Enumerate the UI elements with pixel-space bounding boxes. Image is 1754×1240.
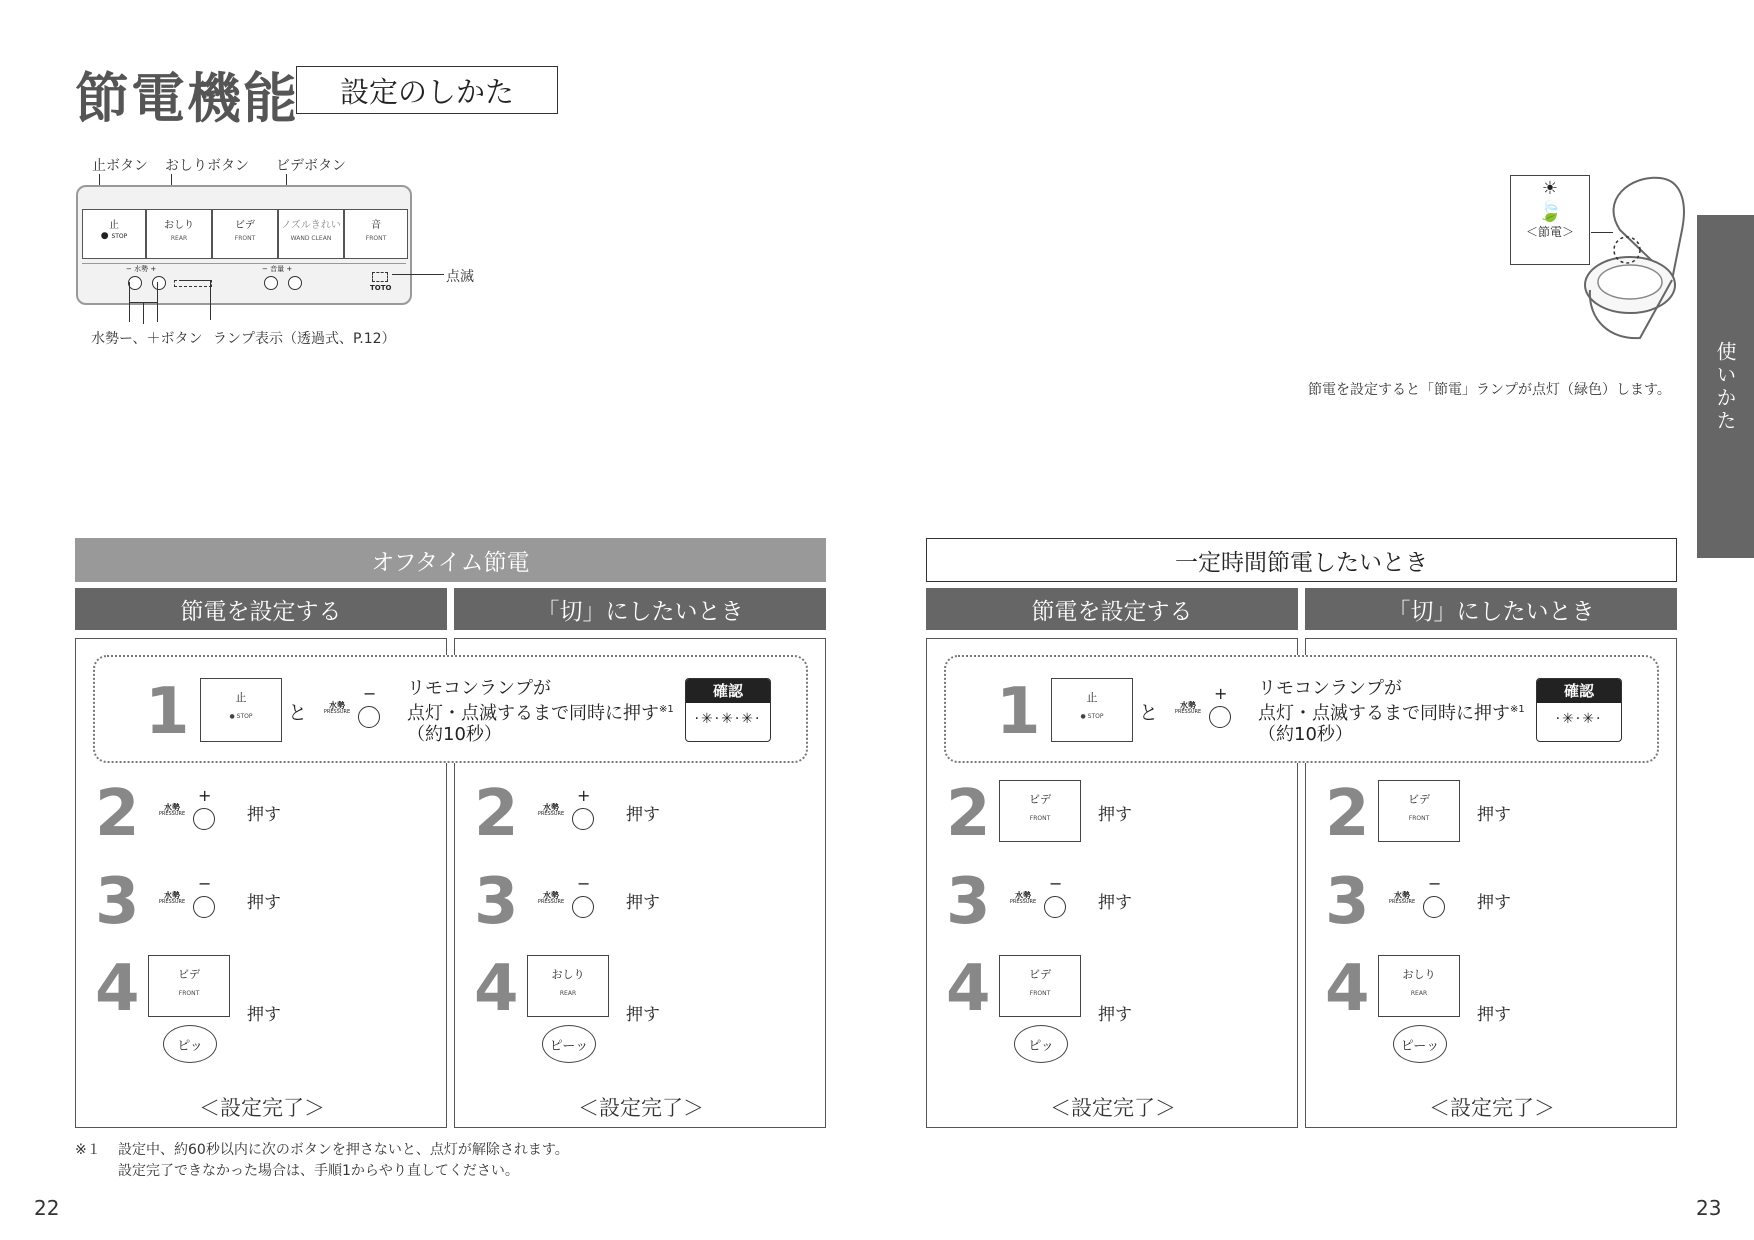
step-number: 4 bbox=[946, 952, 991, 1026]
push-label: 押す bbox=[1098, 893, 1132, 913]
remote-rear-button: おしり REAR bbox=[146, 209, 212, 259]
blink-lamp-icon: ·✳·✳· bbox=[1555, 711, 1603, 727]
push-label: 押す bbox=[247, 805, 281, 825]
pressure-label: − 水勢 + bbox=[126, 265, 157, 273]
pressure-button-icon bbox=[572, 808, 594, 830]
pressure-buttons-label: 水勢ー、＋ボタン bbox=[91, 331, 203, 347]
pressure-button-icon bbox=[572, 896, 594, 918]
pressure-button-icon bbox=[1423, 896, 1445, 918]
setup-complete-label: ＜設定完了＞ bbox=[578, 1096, 704, 1120]
step-number: 1 bbox=[996, 675, 1041, 749]
push-label: 押す bbox=[1477, 1005, 1511, 1025]
pressure-button-icon bbox=[193, 896, 215, 918]
stop-button-icon: 止 ● STOP bbox=[200, 678, 282, 742]
pressure-label: 水勢 PRESSURE bbox=[158, 891, 186, 905]
pressure-sign: + bbox=[1214, 684, 1228, 703]
volume-minus-circle bbox=[264, 276, 278, 290]
remote-button-icon bbox=[1378, 780, 1460, 842]
front-button-label: ビデボタン bbox=[276, 158, 346, 174]
set-column-header: 節電を設定する bbox=[75, 588, 447, 630]
stop-button-icon: 止 ● STOP bbox=[1051, 678, 1133, 742]
power-save-lamp-label: ＜節電＞ bbox=[1525, 225, 1574, 239]
blink-label: 点滅 bbox=[446, 269, 474, 285]
pressure-button-icon bbox=[358, 706, 380, 728]
step-number: 1 bbox=[145, 675, 190, 749]
footnote-line1: 設定中、約60秒以内に次のボタンを押さないと、点灯が解除されます。 bbox=[118, 1142, 569, 1158]
leaf-icon: 🍃 bbox=[1537, 199, 1563, 223]
pressure-sign: + bbox=[577, 786, 591, 805]
setup-complete-label: ＜設定完了＞ bbox=[1050, 1096, 1176, 1120]
pressure-sign: − bbox=[1428, 874, 1442, 893]
remote-button-sub: REAR bbox=[559, 990, 577, 997]
blink-lamp-icon: ·✳·✳·✳· bbox=[694, 711, 762, 727]
remote-button-sub: FRONT bbox=[1029, 990, 1051, 997]
step-number: 4 bbox=[95, 952, 140, 1026]
pressure-sign: + bbox=[198, 786, 212, 805]
volume-label: − 音量 + bbox=[262, 265, 293, 273]
push-label: 押す bbox=[1098, 1005, 1132, 1025]
setup-complete-label: ＜設定完了＞ bbox=[1429, 1096, 1555, 1120]
remote-button-label: おしり bbox=[551, 968, 585, 981]
pressure-minus-circle bbox=[128, 276, 142, 290]
off-column-header: 「切」にしたいとき bbox=[1305, 588, 1677, 630]
step-number: 4 bbox=[1325, 952, 1370, 1026]
remote-button-label: ビデ bbox=[1408, 793, 1430, 806]
setup-complete-label: ＜設定完了＞ bbox=[199, 1096, 325, 1120]
remote-control-diagram bbox=[76, 185, 412, 305]
sun-icon: ☀ bbox=[1541, 178, 1559, 199]
remote-button-icon bbox=[999, 780, 1081, 842]
pressure-sign: − bbox=[363, 684, 377, 703]
step-number: 2 bbox=[946, 777, 991, 851]
push-label: 押す bbox=[247, 893, 281, 913]
pressure-label: 水勢 PRESSURE bbox=[1009, 891, 1037, 905]
side-tab: 使いかた bbox=[1697, 215, 1754, 558]
remote-button-icon bbox=[1378, 955, 1460, 1017]
remote-button-sub: FRONT bbox=[1029, 815, 1051, 822]
push-label: 押す bbox=[626, 1005, 660, 1025]
power-save-caption: 節電を設定すると「節電」ランプが点灯（緑色）します。 bbox=[1308, 382, 1671, 398]
remote-button-icon bbox=[148, 955, 230, 1017]
pressure-label: 水勢 PRESSURE bbox=[537, 891, 565, 905]
confirm-indicator: 確認 ·✳·✳· bbox=[1536, 678, 1622, 742]
remote-button-sub: FRONT bbox=[1408, 815, 1430, 822]
step-number: 3 bbox=[1325, 865, 1370, 939]
page-number-left: 22 bbox=[34, 1196, 60, 1220]
step-number: 2 bbox=[95, 777, 140, 851]
push-label: 押す bbox=[1477, 805, 1511, 825]
push-label: 押す bbox=[1477, 893, 1511, 913]
sound-bubble: ピーッ bbox=[1393, 1025, 1447, 1063]
remote-button-icon bbox=[999, 955, 1081, 1017]
remote-button-icon bbox=[527, 955, 609, 1017]
step-number: 4 bbox=[474, 952, 519, 1026]
set-column-header: 節電を設定する bbox=[926, 588, 1298, 630]
step-number: 2 bbox=[1325, 777, 1370, 851]
remote-wand-clean-button: ノズルきれい WAND CLEAN bbox=[278, 209, 344, 259]
rear-button-label: おしりボタン bbox=[165, 158, 249, 174]
and-label: と bbox=[1139, 702, 1159, 724]
pressure-label: 水勢 PRESSURE bbox=[537, 803, 565, 817]
pressure-label: 水勢 PRESSURE bbox=[323, 701, 351, 715]
pressure-sign: − bbox=[1049, 874, 1063, 893]
pressure-plus-circle bbox=[152, 276, 166, 290]
push-label: 押す bbox=[626, 893, 660, 913]
push-label: 押す bbox=[247, 1005, 281, 1025]
remote-stop-button: 止 ● STOP bbox=[82, 209, 146, 259]
step1-instruction: リモコンランプが 点灯・点滅するまで同時に押す$^{※1}$ （約10秒） bbox=[1258, 678, 1525, 745]
step-number: 3 bbox=[946, 865, 991, 939]
section-title: オフタイム節電 bbox=[75, 538, 826, 582]
blink-lamp bbox=[372, 272, 388, 282]
pressure-button-icon bbox=[1209, 706, 1231, 728]
page-number-right: 23 bbox=[1696, 1196, 1722, 1220]
confirm-indicator: 確認 ·✳·✳·✳· bbox=[685, 678, 771, 742]
remote-front-button: ビデ FRONT bbox=[212, 209, 278, 259]
lamp-display-label: ランプ表示（透過式、P.12） bbox=[213, 331, 396, 347]
page-title: 節電機能 bbox=[75, 67, 299, 130]
step-number: 3 bbox=[474, 865, 519, 939]
pressure-button-icon bbox=[193, 808, 215, 830]
push-label: 押す bbox=[1098, 805, 1132, 825]
power-save-lamp-callout bbox=[1510, 175, 1590, 265]
footnote-mark: ※１ bbox=[75, 1142, 101, 1158]
brand-logo: TOTO bbox=[370, 284, 392, 292]
and-label: と bbox=[288, 702, 308, 724]
off-column-header: 「切」にしたいとき bbox=[454, 588, 826, 630]
stop-button-label: 止ボタン bbox=[92, 158, 148, 174]
remote-button-label: おしり bbox=[1402, 968, 1436, 981]
sound-bubble: ピーッ bbox=[542, 1025, 596, 1063]
page-subtitle: 設定のしかた bbox=[296, 66, 558, 114]
remote-sound-button: 音 FRONT bbox=[344, 209, 408, 259]
remote-button-label: ビデ bbox=[178, 968, 200, 981]
step-number: 3 bbox=[95, 865, 140, 939]
pressure-label: 水勢 PRESSURE bbox=[158, 803, 186, 817]
footnote-line2: 設定完了できなかった場合は、手順1からやり直してください。 bbox=[118, 1163, 519, 1179]
push-label: 押す bbox=[626, 805, 660, 825]
pressure-sign: − bbox=[577, 874, 591, 893]
remote-button-label: ビデ bbox=[1029, 793, 1051, 806]
section-title: 一定時間節電したいとき bbox=[926, 538, 1677, 582]
step-number: 2 bbox=[474, 777, 519, 851]
volume-plus-circle bbox=[288, 276, 302, 290]
pressure-button-icon bbox=[1044, 896, 1066, 918]
lamp-display bbox=[174, 280, 212, 287]
sound-bubble: ピッ bbox=[163, 1025, 217, 1063]
remote-button-label: ビデ bbox=[1029, 968, 1051, 981]
remote-button-sub: FRONT bbox=[178, 990, 200, 997]
remote-button-sub: REAR bbox=[1410, 990, 1428, 997]
toilet-icon bbox=[1580, 170, 1690, 350]
pressure-label: 水勢 PRESSURE bbox=[1388, 891, 1416, 905]
step1-instruction: リモコンランプが 点灯・点滅するまで同時に押す$^{※1}$ （約10秒） bbox=[407, 678, 674, 745]
pressure-sign: − bbox=[198, 874, 212, 893]
pressure-label: 水勢 PRESSURE bbox=[1174, 701, 1202, 715]
sound-bubble: ピッ bbox=[1014, 1025, 1068, 1063]
